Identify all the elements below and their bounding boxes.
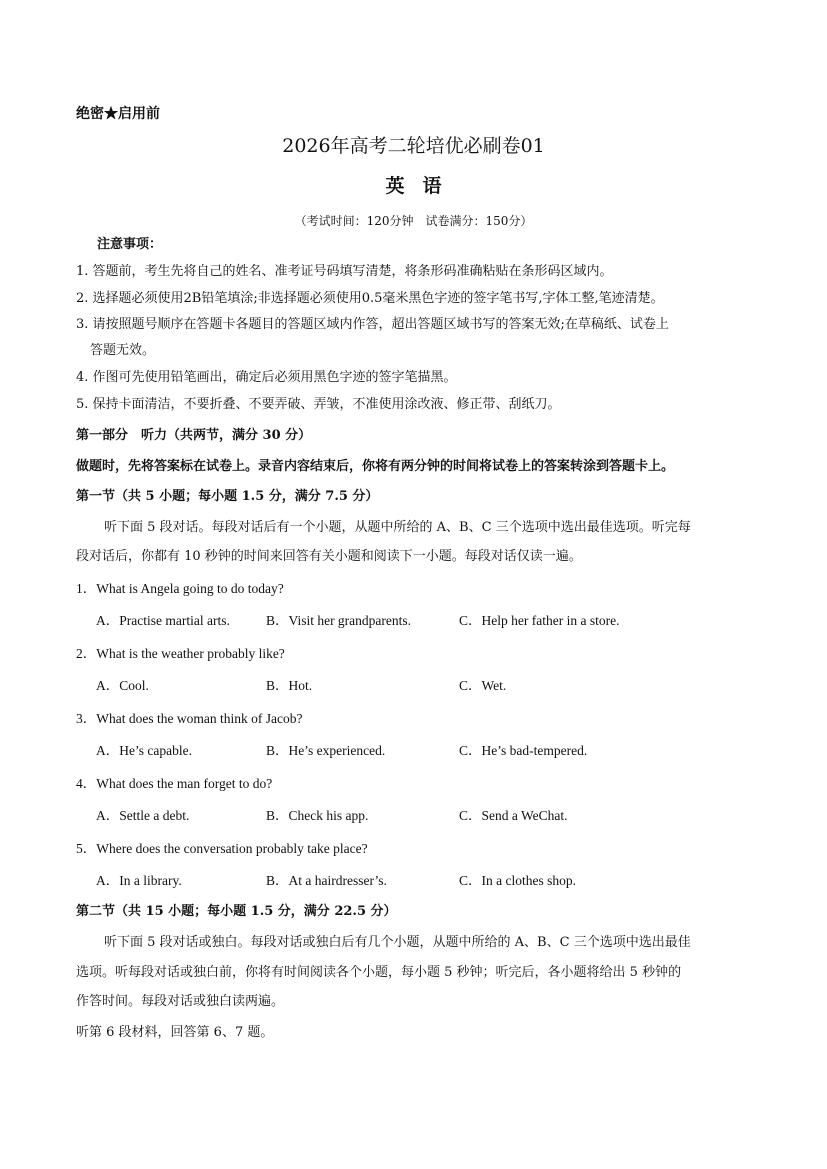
question-1-option-c: C．Help her father in a store.	[459, 613, 620, 628]
notice-item-2: 2. 选择题必须使用2B铅笔填涂;非选择题必须使用0.5毫米黑色字迹的签字笔书写,字体工整,笔迹清楚。	[76, 291, 664, 306]
question-5-option-a: A．In a library.	[96, 873, 182, 888]
question-2-option-a: A．Cool.	[96, 678, 149, 693]
material-6-instruction: 听第 6 段材料，回答第 6、7 题。	[76, 1025, 274, 1040]
question-2-option-b: B．Hot.	[266, 678, 313, 693]
section1-intro-line2: 段对话后，你都有 10 秒钟的时间来回答有关小题和阅读下一小题。每段对话仅读一遍。	[76, 549, 582, 564]
question-1-option-b: B．Visit her grandparents.	[266, 613, 412, 628]
section2-intro-line3: 作答时间。每段对话或独白读两遍。	[76, 994, 285, 1009]
section2-intro-line1: 听下面 5 段对话或独白。每段对话或独白后有几个小题，从题中所给的 A、B、C 三个选项中选出最佳	[104, 935, 691, 950]
question-4: 4．What does the man forget to do?	[76, 776, 273, 791]
part1-heading: 第一部分 听力（共两节，满分 30 分）	[76, 428, 312, 443]
question-2: 2．What is the weather probably like?	[76, 646, 285, 661]
confidential-mark: 绝密★启用前	[76, 106, 160, 122]
question-3: 3．What does the woman think of Jacob?	[76, 711, 303, 726]
notice-item-4: 4. 作图可先使用铅笔画出，确定后必须用黑色字迹的签字笔描黑。	[76, 370, 457, 385]
notice-item-3: 3. 请按照题号顺序在答题卡各题目的答题区域内作答，超出答题区域书写的答案无效;在草稿纸、试卷上	[76, 317, 669, 332]
notice-item-5: 5. 保持卡面清洁，不要折叠、不要弄破、弄皱，不准使用涂改液、修正带、刮纸刀。	[76, 397, 561, 412]
part1-instruction: 做题时，先将答案标在试卷上。录音内容结束后，你将有两分钟的时间将试卷上的答案转涂到答题卡上。	[76, 459, 675, 474]
question-1: 1．What is Angela going to do today?	[76, 581, 284, 596]
exam-title: 2026年高考二轮培优必刷卷01	[282, 135, 545, 157]
notice-item-3-cont: 答题无效。	[90, 343, 156, 358]
question-3-option-b: B．He’s experienced.	[266, 743, 386, 758]
notice-heading: 注意事项：	[97, 237, 163, 252]
question-4-option-c: C．Send a WeChat.	[459, 808, 568, 823]
question-1-option-a: A．Practise martial arts.	[96, 613, 230, 628]
question-3-option-c: C．He’s bad-tempered.	[459, 743, 588, 758]
exam-time-info: （考试时间：120分钟 试卷满分：150分）	[294, 214, 533, 228]
section2-heading: 第二节（共 15 小题；每小题 1.5 分，满分 22.5 分）	[76, 904, 397, 919]
question-2-option-c: C．Wet.	[459, 678, 507, 693]
subject-title: 英语	[385, 175, 460, 197]
section1-heading: 第一节（共 5 小题；每小题 1.5 分，满分 7.5 分）	[76, 489, 379, 504]
question-4-option-a: A．Settle a debt.	[96, 808, 190, 823]
question-5-option-b: B．At a hairdresser’s.	[266, 873, 387, 888]
question-5-option-c: C．In a clothes shop.	[459, 873, 576, 888]
question-3-option-a: A．He’s capable.	[96, 743, 192, 758]
question-5: 5．Where does the conversation probably take place?	[76, 841, 368, 856]
section2-intro-line2: 选项。听每段对话或独白前，你将有时间阅读各个小题，每小题 5 秒钟；听完后，各小题将给出 5 秒钟的	[76, 965, 682, 980]
notice-item-1: 1. 答题前，考生先将自己的姓名、准考证号码填写清楚，将条形码准确粘贴在条形码区域内。	[76, 264, 613, 279]
section1-intro-line1: 听下面 5 段对话。每段对话后有一个小题，从题中所给的 A、B、C 三个选项中选出最佳选项。听完每	[104, 520, 691, 535]
question-4-option-b: B．Check his app.	[266, 808, 369, 823]
